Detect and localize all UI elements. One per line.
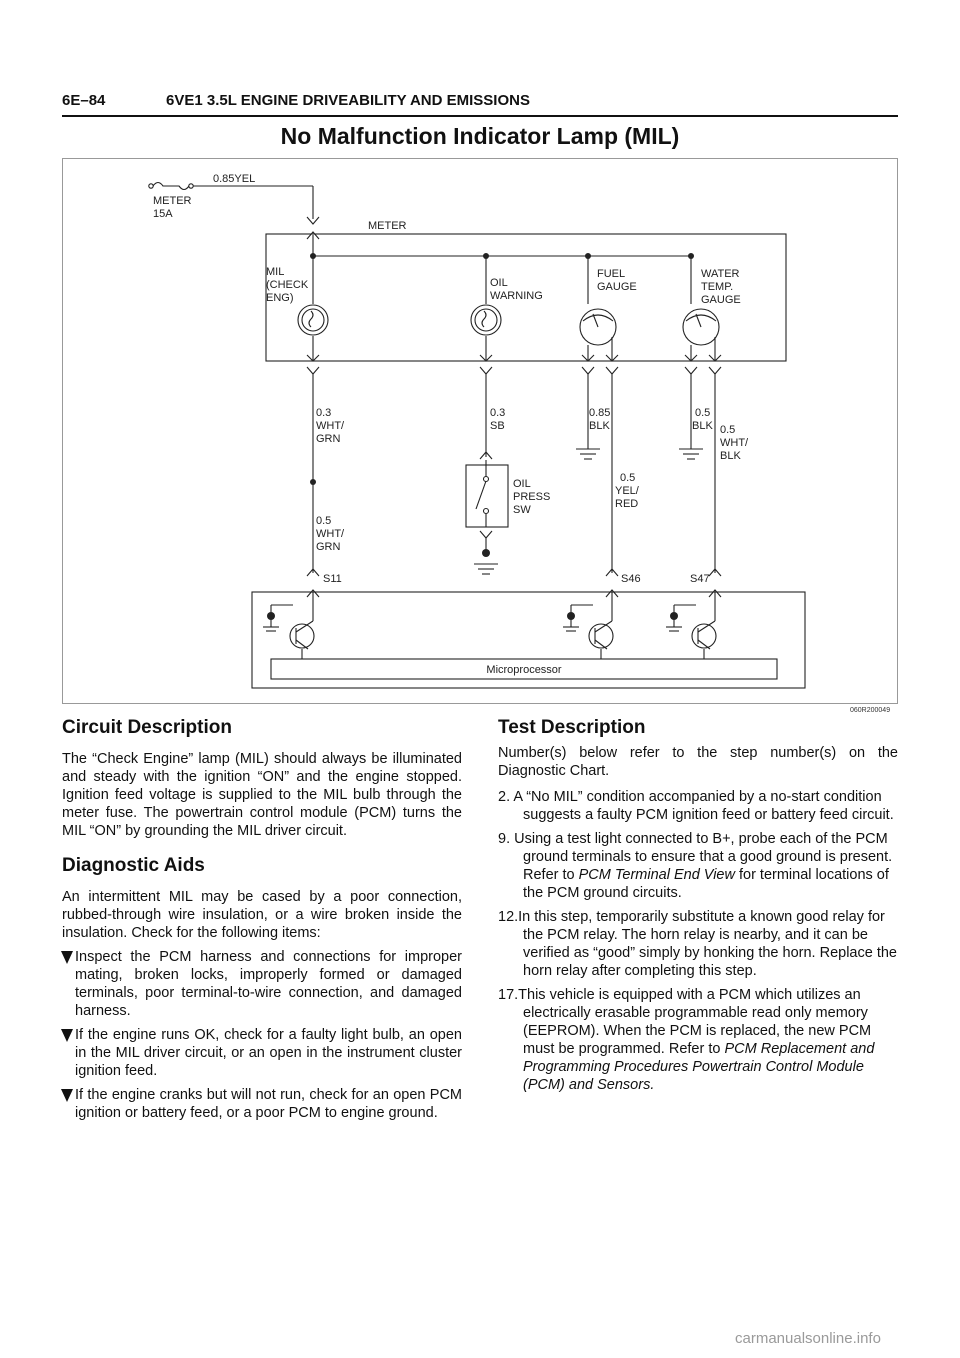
aids-bullet xyxy=(62,1026,462,1080)
test-intro: Number(s) below refer to the step number(s) on the Diagnostic Chart. xyxy=(498,745,898,779)
wire-fuel-gnd-2: BLK xyxy=(589,420,610,432)
aids-bullet-text: If the engine runs OK, check for a faulty light bulb, an open in the MIL driver circuit, or an open in the instrument cluster ignition feed. xyxy=(75,1027,462,1079)
aids-heading: Diagnostic Aids xyxy=(62,855,205,876)
test-step-2: 2. A “No MIL” condition accompanied by a no-start condition suggests a faulty PCM ignition feed or battery feed circuit. xyxy=(498,789,894,823)
wire-fuel-gnd-1: 0.85 xyxy=(589,407,611,419)
aids-body: An intermittent MIL may be cased by a poor connection, rubbed-through wire insulation, or a wire broken inside the insulation. Check for the following items: xyxy=(62,889,462,941)
test-step-9-text-end: for terminal locations of the PCM ground circuits. xyxy=(523,867,889,901)
page-title: No Malfunction Indicator Lamp (MIL) xyxy=(280,123,680,149)
circuit-heading: Circuit Description xyxy=(62,717,232,738)
fuel-gauge-label-1: FUEL xyxy=(597,268,626,280)
oil-warning-label-1: OIL xyxy=(490,277,508,289)
wiring-diagram-svg xyxy=(63,159,899,705)
fuse-rating: 15A xyxy=(153,208,173,220)
mil-label-2: (CHECK xyxy=(266,279,309,291)
pcm-replacement-link[interactable]: PCM Replacement and Programming Procedures Powertrain Control Module (PCM) and Sensors. xyxy=(523,1041,875,1093)
mil-label-3: ENG) xyxy=(266,292,294,304)
fuse-icon xyxy=(153,183,189,190)
water-temp-label-3: GAUGE xyxy=(701,294,741,306)
test-step-9 xyxy=(498,830,898,902)
wire-oil-2: SB xyxy=(490,420,505,432)
fuse-label: METER xyxy=(153,195,192,207)
fuel-gauge-label-2: GAUGE xyxy=(597,281,637,293)
bullet-icon xyxy=(61,1029,73,1042)
test-step-12: 12.In this step, temporarily substitute a known good relay for the PCM relay. The horn relay is nearby, and it can be verified as “good” simply by honking the horn. Replace the horn relay after completing this step. xyxy=(498,909,897,979)
header-rule xyxy=(62,115,898,117)
figure-id: 060R200049 xyxy=(850,707,891,714)
page-number: 6E–84 xyxy=(62,92,106,109)
oil-press-label-2: PRESS xyxy=(513,491,551,503)
bullet-icon xyxy=(61,1089,73,1102)
left-column xyxy=(62,716,462,1122)
bullet-icon xyxy=(61,951,73,964)
oil-warning-label-2: WARNING xyxy=(490,290,543,302)
pcm-terminal-end-view-link[interactable]: PCM Terminal End View xyxy=(578,867,735,883)
wire-mil-upper-2: WHT/ xyxy=(316,420,345,432)
wire-water-gnd-2: BLK xyxy=(692,420,713,432)
wire-mil-lower-1: 0.5 xyxy=(316,515,332,527)
feed-wire-label: 0.85YEL xyxy=(213,173,256,185)
wire-mil-lower-3: GRN xyxy=(316,541,341,553)
circuit-body: The “Check Engine” lamp (MIL) should always be illuminated and steady with the ignition “ON” and the engine stopped. Ignition feed voltage is supplied to the MIL bulb through the meter fuse. The powertrain control module (PCM) turns the MIL “ON” by grounding the MIL driver circuit. xyxy=(62,751,462,839)
wiring-diagram xyxy=(62,158,898,704)
water-temp-label-1: WATER xyxy=(701,268,740,280)
mil-label-1: MIL xyxy=(266,266,285,278)
microprocessor-label: Microprocessor xyxy=(486,664,562,676)
section-title: 6VE1 3.5L ENGINE DRIVEABILITY AND EMISSIONS xyxy=(166,92,530,109)
aids-bullet-text: Inspect the PCM harness and connections for improper mating, broken locks, improperly formed or damaged terminals, poor terminal-to-wire connection, and damaged harness. xyxy=(75,949,462,1019)
aids-bullet xyxy=(62,948,462,1020)
aids-bullet xyxy=(62,1086,462,1122)
wire-fuel-sig-1: 0.5 xyxy=(620,472,636,484)
wire-water-sig-3: BLK xyxy=(720,450,741,462)
aids-bullet-text: If the engine cranks but will not run, check for an open PCM ignition or battery feed, or a poor PCM to engine ground. xyxy=(75,1087,462,1121)
water-temp-label-2: TEMP. xyxy=(701,281,734,293)
terminal-s11: S11 xyxy=(323,573,342,585)
wire-mil-upper-1: 0.3 xyxy=(316,407,332,419)
oil-press-switch xyxy=(466,465,508,527)
oil-press-label-1: OIL xyxy=(513,478,531,490)
meter-label: METER xyxy=(368,220,407,232)
test-step-17 xyxy=(498,986,898,1094)
terminal-s47: S47 xyxy=(690,573,710,585)
terminal-s46: S46 xyxy=(621,573,641,585)
wire-fuel-sig-2: YEL/ xyxy=(615,485,639,497)
wire-water-sig-1: 0.5 xyxy=(720,424,736,436)
wire-oil-1: 0.3 xyxy=(490,407,506,419)
wire-water-gnd-1: 0.5 xyxy=(695,407,711,419)
watermark: carmanualsonline.info xyxy=(735,1330,881,1347)
oil-press-label-3: SW xyxy=(513,504,531,516)
wire-mil-upper-3: GRN xyxy=(316,433,341,445)
wire-mil-lower-2: WHT/ xyxy=(316,528,345,540)
wire-fuel-sig-3: RED xyxy=(615,498,639,510)
right-column xyxy=(498,716,898,1094)
wire-water-sig-2: WHT/ xyxy=(720,437,749,449)
test-step-17-text: 17.This vehicle is equipped with a PCM which utilizes an electrically erasable programmable read only memory (EEPROM). When the PCM is replaced, the new PCM must be programmed. Refer to xyxy=(498,987,872,1057)
test-step-9-text: 9. Using a test light connected to B+, probe each of the PCM ground terminals to ensure that a good ground is present. Refer to xyxy=(498,831,893,883)
test-heading: Test Description xyxy=(498,717,646,738)
